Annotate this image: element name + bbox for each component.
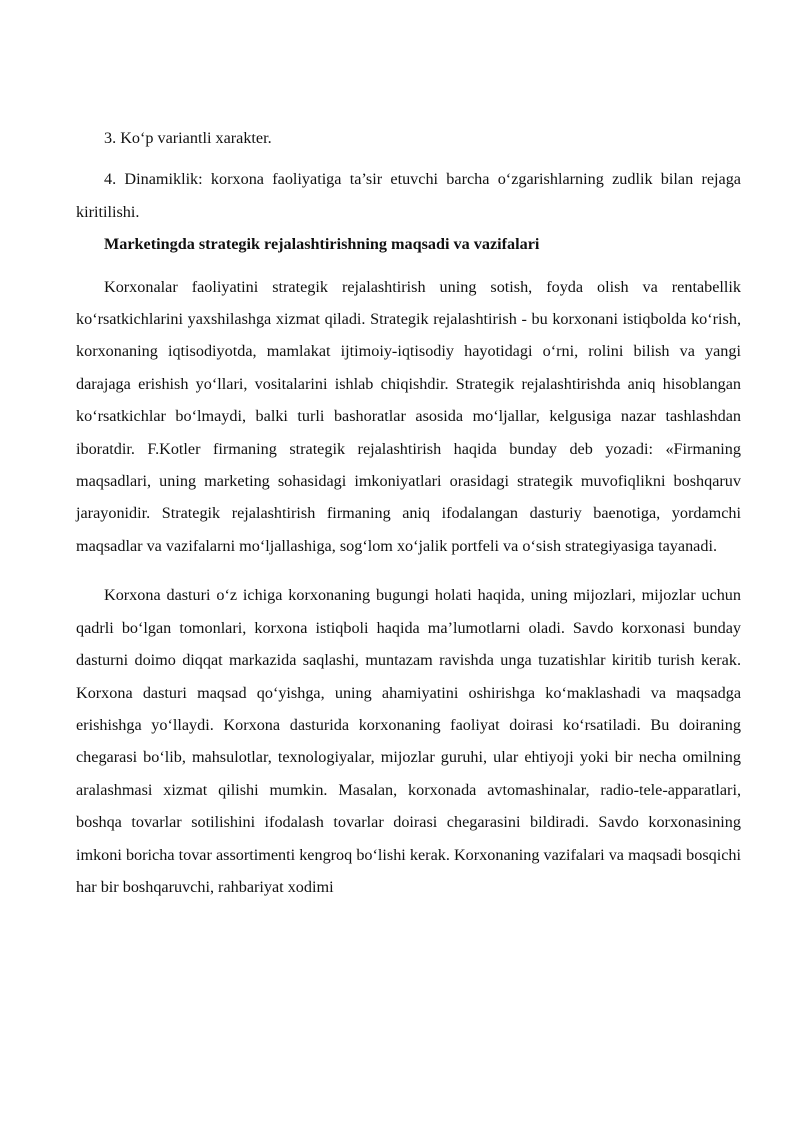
paragraph-1: Korxonalar faoliyatini strategik rejalashtirish uning sotish, foyda olish va rentabellik ko‘rsatkichlarini yaxshilashga xizmat qiladi. Strategik rejalashtirish - bu korxonani istiqbolda ko‘rish, korxonaning iqtisodiyotda, mamlakat ijtimoiy-iqtisodiy hayotidagi o‘rni, rolini bilish va yangi darajaga erishish yo‘llari, vositalarini ishlab chiqishdir. Strategik rejalashtirishda aniq hisoblangan ko‘rsatkichlar bo‘lmaydi, balki turli bashoratlar asosida mo‘ljallar, kelgusiga nazar tashlashdan iboratdir. F.Kotler firmaning strategik rejalashtirish haqida bunday deb yozadi: «Firmaning maqsadlari, uning marketing sohasidagi imkoniyatlari orasidagi strategik muvofiqlikni boshqaruv jarayonidir. Strategik rejalashtirish firmaning aniq ifodalangan dasturiy baenotiga, yordamchi maqsadlar va vazifalarni mo‘ljallashiga, sog‘lom xo‘jalik portfeli va o‘sish strategiyasiga tayanadi. [76, 277, 741, 555]
paragraph-2: Korxona dasturi o‘z ichiga korxonaning bugungi holati haqida, uning mijozlari, mijozlar uchun qadrli bo‘lgan tomonlari, korxona istiqboli haqida ma’lumotlarni oladi. Savdo korxonasi bunday dasturni doimo diqqat markazida saqlashi, muntazam ravishda unga tuzatishlar kiritib turish kerak. Korxona dasturi maqsad qo‘yishga, uning ahamiyatini oshirishga ko‘maklashadi va maqsadga erishishga yo‘llaydi. Korxona dasturida korxonaning faoliyat doirasi ko‘rsatiladi. Bu doiraning chegarasi bo‘lib, mahsulotlar, texnologiyalar, mijozlar guruhi, ular ehtiyoji yoki bir necha omilning aralashmasi xizmat qilishi mumkin. Masalan, korxonada avtomashinalar, radio-tele-apparatlari, boshqa tovarlar sotilishini ifodalash tovarlar doirasi chegarasini bildiradi. Savdo korxonasining imkoni boricha tovar assortimenti kengroq bo‘lishi kerak. Korxonaning vazifalari va maqsadi bosqichi har bir boshqaruvchi, rahbariyat xodimi [76, 586, 741, 896]
list-item-3: 3. Ko‘p variantli xarakter. [104, 129, 272, 147]
list-item-4: 4. Dinamiklik: korxona faoliyatiga ta’sir etuvchi barcha o‘zgarishlarning zudlik bilan rejaga kiritilishi. [76, 170, 741, 221]
document-page [76, 122, 741, 903]
section-heading: Marketingda strategik rejalashtirishning maqsadi va vazifalari [104, 235, 540, 254]
